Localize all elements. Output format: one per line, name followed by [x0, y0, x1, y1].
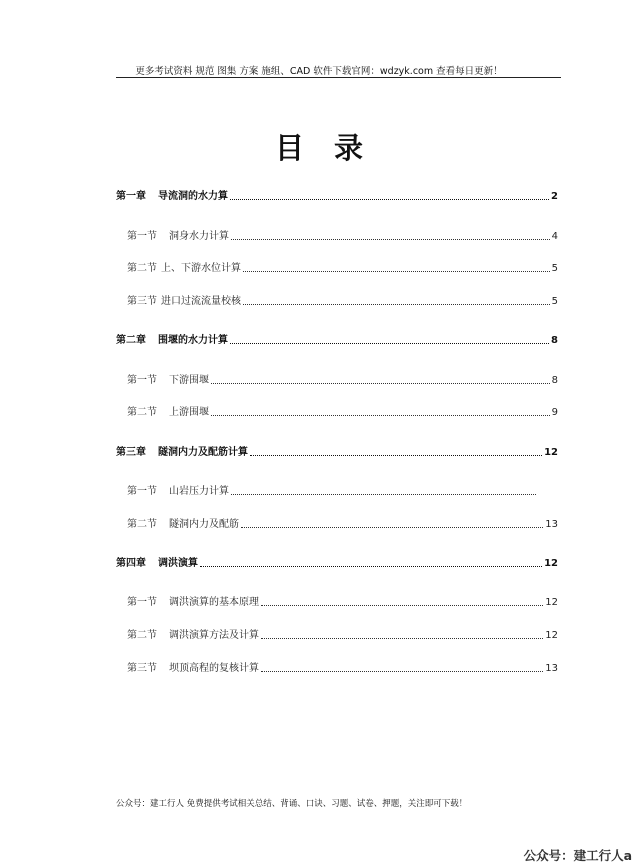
- toc-entry-title: 隧洞内力及配筋计算: [158, 447, 248, 458]
- toc-leader: [230, 343, 549, 344]
- toc-entry-label: 第一章: [116, 191, 146, 202]
- toc-entry-page: 13: [545, 519, 558, 530]
- toc-entry-title: 上、下游水位计算: [161, 263, 241, 274]
- toc-entry-page: 5: [551, 263, 558, 274]
- toc-entry-title: 上游围堰: [169, 407, 209, 418]
- toc-section-4-2[interactable]: [127, 630, 558, 642]
- toc-leader: [211, 383, 550, 384]
- toc-leader: [250, 455, 542, 456]
- toc-entry-title: 调洪演算: [158, 558, 198, 569]
- toc-entry-title: 坝顶高程的复核计算: [169, 663, 259, 674]
- toc-entry-page: 8: [551, 375, 558, 386]
- toc-entry-label: 第一节: [127, 486, 157, 497]
- toc-entry-label: 第三章: [116, 447, 146, 458]
- toc-entry-page: 5: [551, 296, 558, 307]
- toc-entry-label: 第二节: [127, 630, 157, 641]
- toc-entry-page: 12: [545, 630, 558, 641]
- toc-chapter-3[interactable]: [116, 447, 558, 459]
- toc-leader: [230, 199, 549, 200]
- toc-entry-label: 第三节: [127, 296, 157, 307]
- toc-entry-label: 第一节: [127, 597, 157, 608]
- toc-section-3-2[interactable]: [127, 519, 558, 531]
- toc-chapter-1[interactable]: [116, 191, 558, 203]
- toc-entry-title: 隧洞内力及配筋: [169, 519, 239, 530]
- toc-entry-title: 调洪演算的基本原理: [169, 597, 259, 608]
- toc-entry-label: 第三节: [127, 663, 157, 674]
- toc-leader: [261, 605, 543, 606]
- toc-entry-label: 第一节: [127, 231, 157, 242]
- toc-entry-title: 洞身水力计算: [169, 231, 229, 242]
- toc-leader: [231, 239, 550, 240]
- footer-note: 公众号：建工行人 免费提供考试相关总结、背诵、口诀、习题、试卷、押题，关注即可下载！: [116, 799, 468, 809]
- toc-section-1-2[interactable]: [127, 263, 558, 275]
- page-header: 更多考试资料 规范 图集 方案 施组、CAD 软件下载官网：wdzyk.com 查看每日更新！: [135, 66, 503, 77]
- toc-chapter-4[interactable]: [116, 558, 558, 570]
- toc-section-3-1[interactable]: [127, 486, 558, 498]
- watermark: 公众号：建工行人a: [523, 848, 632, 863]
- toc-entry-title: 山岩压力计算: [169, 486, 229, 497]
- toc-leader: [243, 271, 550, 272]
- toc-entry-title: 调洪演算方法及计算: [169, 630, 259, 641]
- toc-leader: [200, 566, 542, 567]
- toc-entry-page: 9: [551, 407, 558, 418]
- toc-section-2-2[interactable]: [127, 407, 558, 419]
- toc-entry-label: 第二章: [116, 335, 146, 346]
- toc-leader: [231, 494, 536, 495]
- toc-entry-title: 进口过流流量校核: [161, 296, 241, 307]
- toc-leader: [211, 415, 550, 416]
- toc-entry-title: 围堰的水力计算: [158, 335, 228, 346]
- toc-entry-page: 8: [551, 335, 558, 346]
- toc-leader: [241, 527, 543, 528]
- toc-entry-page: 12: [545, 597, 558, 608]
- toc-entry-title: 下游围堰: [169, 375, 209, 386]
- toc-entry-label: 第一节: [127, 375, 157, 386]
- toc-section-4-3[interactable]: [127, 663, 558, 675]
- header-divider: [116, 77, 561, 78]
- toc-entry-page: 12: [544, 447, 558, 458]
- toc-section-1-1[interactable]: [127, 231, 558, 243]
- toc-section-1-3[interactable]: [127, 296, 558, 308]
- toc-chapter-2[interactable]: [116, 335, 558, 347]
- toc-entry-label: 第二节: [127, 263, 157, 274]
- toc-leader: [261, 638, 543, 639]
- toc-entry-label: 第四章: [116, 558, 146, 569]
- toc-entry-label: 第二节: [127, 407, 157, 418]
- toc-entry-page: 12: [544, 558, 558, 569]
- toc-section-4-1[interactable]: [127, 597, 558, 609]
- toc-title: 目录: [274, 131, 393, 165]
- toc-entry-title: 导流洞的水力算: [158, 191, 228, 202]
- toc-entry-page: 13: [545, 663, 558, 674]
- toc-entry-page: 2: [551, 191, 558, 202]
- toc-entry-page: 4: [551, 231, 558, 242]
- toc-section-2-1[interactable]: [127, 375, 558, 387]
- toc-leader: [243, 304, 550, 305]
- toc-leader: [261, 671, 543, 672]
- toc-entry-label: 第二节: [127, 519, 157, 530]
